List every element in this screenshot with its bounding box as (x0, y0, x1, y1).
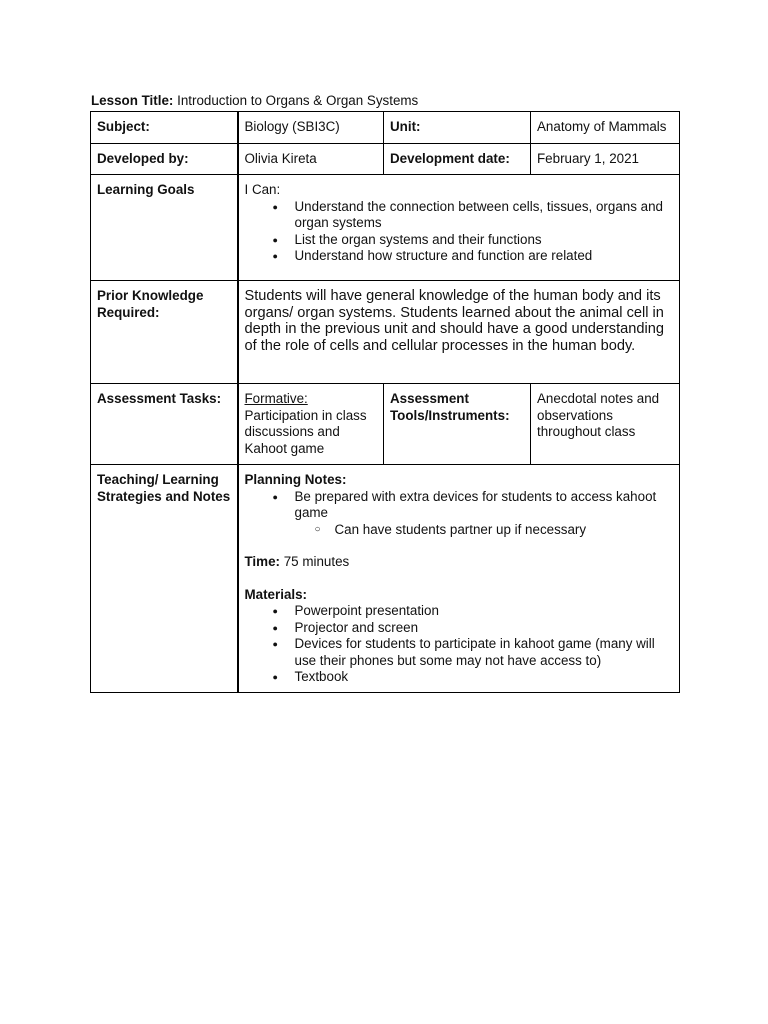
assessment-tasks-label: Assessment Tasks: (91, 384, 238, 465)
list-item: ● Be prepared with extra devices for students to access kahoot game (265, 489, 674, 522)
unit-value: Anatomy of Mammals (531, 112, 680, 144)
spacer (245, 538, 674, 554)
lesson-title-value: Introduction to Organs & Organ Systems (177, 93, 419, 108)
list-item: ○ Can have students partner up if necessary (295, 522, 674, 539)
planning-sub-list (245, 522, 674, 539)
lesson-title-label: Lesson Title: (91, 93, 174, 108)
learning-goals-list (245, 199, 674, 265)
materials-list (245, 603, 674, 686)
unit-label: Unit: (384, 112, 531, 144)
list-item: ● Powerpoint presentation (265, 603, 674, 620)
prior-knowledge-label: Prior Knowledge Required: (91, 281, 238, 384)
list-item: ● Understand how structure and function are related (265, 248, 674, 265)
time-label: Time: (244, 554, 280, 569)
prior-knowledge-text: Students will have general knowledge of the human body and its organs/ organ systems. Students learned about the animal cell in depth in the previous unit and should have a good understanding of the role of cells and cellular processes in the human body. (238, 281, 680, 384)
planning-notes-label: Planning Notes: (244, 472, 347, 487)
learning-goals-row (91, 175, 680, 281)
teaching-content (238, 465, 680, 693)
learning-goals-content (238, 175, 680, 281)
assessment-tools-label: Assessment Tools/Instruments: (384, 384, 531, 465)
list-item: ● Projector and screen (265, 620, 674, 637)
development-date-label: Development date: (384, 144, 531, 175)
learning-goals-label: Learning Goals (91, 175, 238, 281)
assessment-row (91, 384, 680, 465)
assessment-tasks-content (238, 384, 384, 465)
spacer (245, 571, 674, 587)
assessment-tools-text: Anecdotal notes and observations throughout class (531, 384, 680, 465)
time-line (245, 554, 674, 571)
learning-goals-intro: I Can: (244, 182, 281, 197)
list-item: ● List the organ systems and their functions (265, 232, 674, 249)
lesson-plan-table (90, 111, 680, 693)
teaching-row (91, 465, 680, 693)
subject-row (91, 112, 680, 144)
developed-by-row (91, 144, 680, 175)
materials-label: Materials: (244, 586, 308, 602)
teaching-strategies-label: Teaching/ Learning Strategies and Notes (91, 465, 238, 693)
formative-text: Participation in class discussions and Kahoot game (244, 407, 367, 456)
list-item: ● Textbook (265, 669, 674, 686)
developed-by-value: Olivia Kireta (238, 144, 384, 175)
lesson-title (91, 92, 418, 109)
subject-label: Subject: (91, 112, 238, 144)
list-item: ● Understand the connection between cells, tissues, organs and organ systems (265, 199, 674, 232)
prior-knowledge-row (91, 281, 680, 384)
list-item: ● Devices for students to participate in kahoot game (many will use their phones but some may not have access to) (265, 636, 674, 669)
time-value: 75 minutes (279, 554, 350, 569)
formative-label: Formative: (244, 391, 308, 406)
planning-notes-list (245, 489, 674, 522)
developed-by-label: Developed by: (91, 144, 238, 175)
development-date-value: February 1, 2021 (531, 144, 680, 175)
subject-value: Biology (SBI3C) (238, 112, 384, 144)
